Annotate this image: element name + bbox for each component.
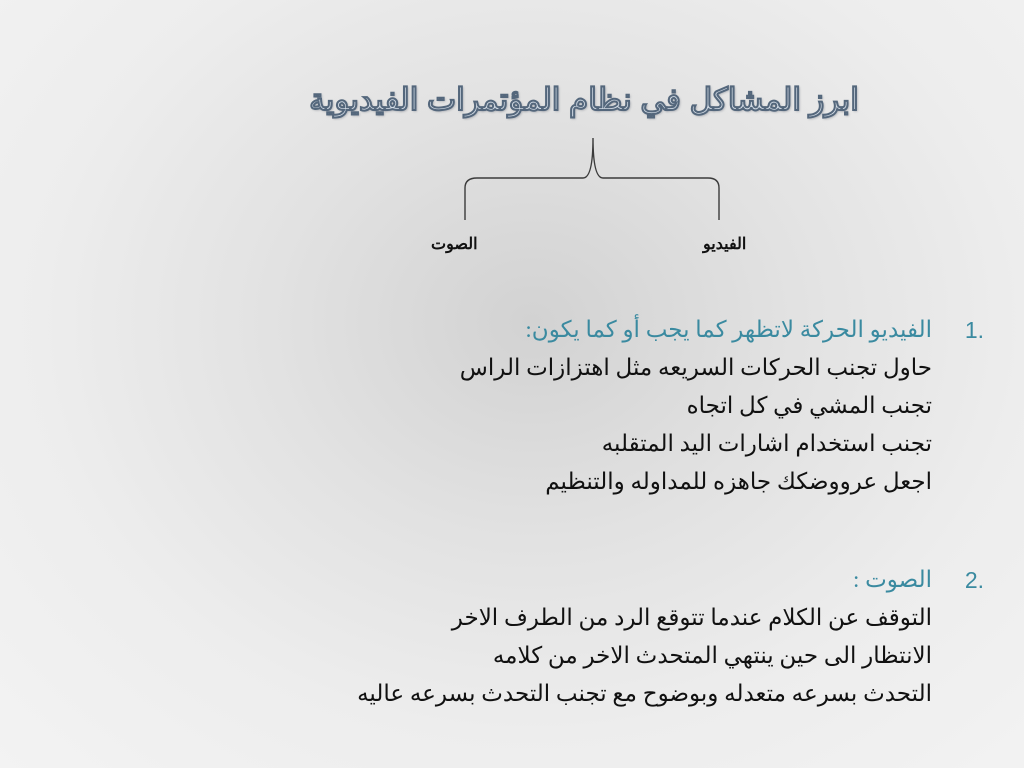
section-number: 2. <box>964 567 984 593</box>
list-item: التوقف عن الكلام عندما تتوقع الرد من الطرف الاخر <box>451 605 932 630</box>
section-video <box>459 311 984 501</box>
list-item: تجنب استخدام اشارات اليد المتقلبه <box>601 431 932 456</box>
list-item: حاول تجنب الحركات السريعه مثل اهتزازات الراس <box>459 355 932 380</box>
brace-label-video: الفيديو <box>703 236 747 253</box>
section-number: 1. <box>964 317 984 343</box>
slide-title: ابرز المشاكل في نظام المؤتمرات الفيديوية <box>309 82 859 117</box>
brace-connector <box>455 136 730 222</box>
list-item: تجنب المشي في كل اتجاه <box>686 393 932 418</box>
list-item: التحدث بسرعه متعدله وبوضوح مع تجنب التحدث بسرعه عاليه <box>357 681 932 706</box>
brace-label-audio: الصوت <box>431 236 478 253</box>
list-item: اجعل عرووضكك جاهزه للمداوله والتنظيم <box>545 469 932 494</box>
section-heading <box>357 561 984 599</box>
list-item: الانتظار الى حين ينتهي المتحدث الاخر من كلامه <box>492 643 932 668</box>
section-heading-text: الفيديو الحركة لاتظهر كما يجب أو كما يكون: <box>525 317 932 342</box>
section-audio <box>357 561 984 713</box>
section-heading-text: الصوت : <box>852 567 932 592</box>
section-heading <box>460 311 984 349</box>
